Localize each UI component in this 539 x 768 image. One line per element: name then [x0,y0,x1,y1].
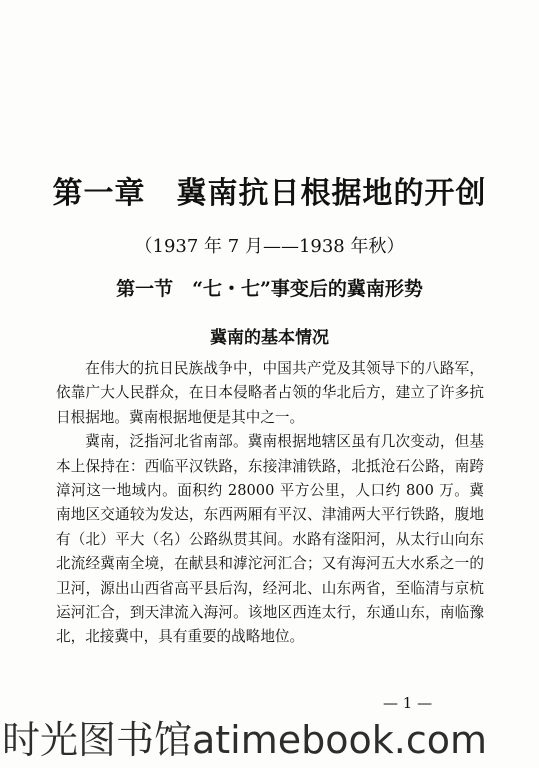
sub-heading: 冀南的基本情况 [210,328,329,348]
body-text [56,357,484,650]
page-number: — 1 — [383,694,433,712]
section-title: 第一节 “七・七”事变后的冀南形势 [116,278,423,300]
chapter-title: 第一章 冀南抗日根据地的开创 [52,176,487,211]
chapter-date-range: （1937 年 7 月——1938 年秋） [134,236,405,257]
watermark: 时光图书馆atimebook.com [2,718,488,762]
paragraph: 冀南，泛指河北省南部。冀南根据地辖区虽有几次变动，但基本上保持在：西临平汉铁路，东接津浦铁路，北抵沧石公路，南跨漳河这一地域内。面积约 28000 平方公里，人口约 800 万。冀南地区交通较为发达，东西两厢有平汉、津浦两大平行铁路，腹地有（北）平大（名）公路纵贯其间。水路有滏阳河，从太行山向东北流经冀南全境，在献县和滹沱河汇合；又有海河五大水系之一的卫河，源出山西省高平县后沟，经河北、山东两省，至临清与京杭运河汇合，到天津流入海河。该地区西连太行，东通山东，南临豫北，北接冀中，具有重要的战略地位。 [56,433,484,646]
paragraph: 在伟大的抗日民族战争中，中国共产党及其领导下的八路军，依靠广大人民群众，在日本侵略者占领的华北后方，建立了许多抗日根据地。冀南根据地便是其中之一。 [56,360,484,426]
